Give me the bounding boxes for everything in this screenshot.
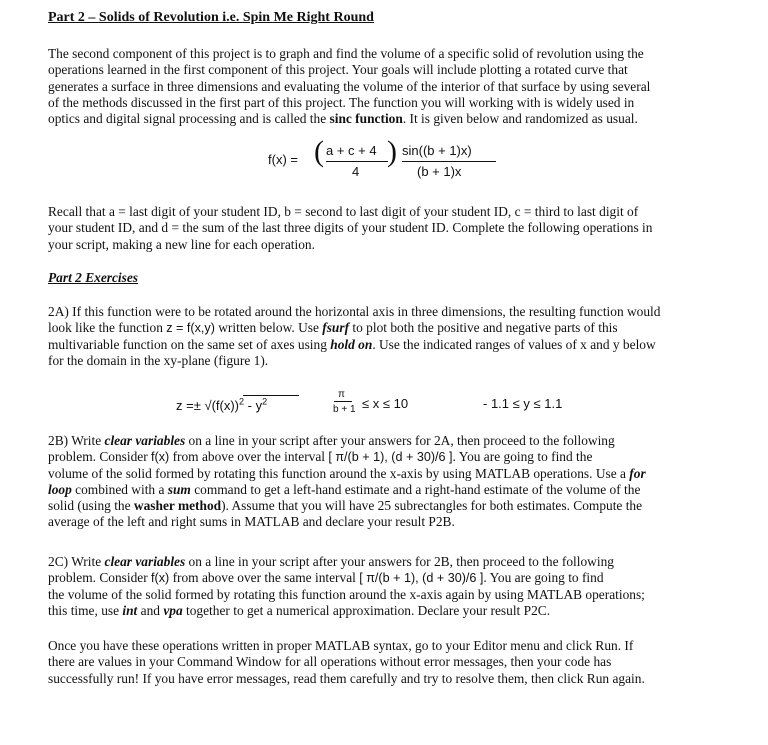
section-title: Part 2 – Solids of Revolution i.e. Spin Me Right Round [48,10,374,25]
outro-paragraph: Once you have these operations written in proper MATLAB syntax, go to your Editor menu and click Run. If there are values in your Command Window for all operations without error messages, then your code has successfully run! If you have error messages, read them carefully and try to resolve them, then click Run again. [48,638,645,686]
intro-paragraph: The second component of this project is to graph and find the volume of a specific solid of revolution using the operations learned in the first component of this project. Your goals will include plotting a rotated curve that generates a surface in three dimensions and evaluating the volume of the interior of that surface by using several of the methods discussed in the first part of this project. The function you will working with is widely used in optics and digital signal processing and is called the sinc function. It is given below and randomized as usual. [48,46,651,127]
exercise-2c: 2C) Write clear variables on a line in your script after your answers for 2B, then proceed to the following problem. Consider f(x) from above over the same interval [ π/(b + 1), (d + 30)/6 ]. You are going to find the volume of the solid formed by rotating this function around the x-axis again by using MATLAB operations; this time, use int and vpa together to get a numerical approximation. Declare your result P2C. [48,554,645,618]
sinc-term: sinc function [329,111,403,127]
recall-paragraph: Recall that a = last digit of your student ID, b = second to last digit of your student ID, c = third to last digit of your student ID, and d = the sum of the last three digits of your student ID. Complete the following operations in your script, making a new line for each operation. [48,204,653,252]
exercises-heading: Part 2 Exercises [48,270,139,285]
document-page: Part 2 – Solids of Revolution i.e. Spin Me Right Round The second component of this project is to graph and find the volume of a specific solid of revolution using the operations learned in the first component of this project. Your goals will include plotting a rotated curve that generates a surface in three dimensions and evaluating the volume of the interior of that surface by using several of the methods discussed in the first part of this project. The function you will working with is widely used in optics and digital signal processing and is called the sinc function. It is given below and randomized as usual. f(x) = ( a + c + 4 4 ) sin((b + 1)x) (b + 1)x Recall that a = last digit of your student ID, b = second to last digit of your student ID, c = third to last digit of your student ID, and d = the sum of the last three digits of your student ID. Complete the following operations in your script, making a new line for each operation. Part 2 Exercises 2A) If this function were to be rotated around the horizontal axis in three dimensions, the resulting function would look like the function z = f(x,y) written below. Use fsurf to plot both the positive and negative parts of this multivariable function on the same set of axes using hold on. Use the indicated ranges of values of x and y below for the domain in the xy-plane (figure 1). $z =\pm √(f(x))^2 - y^2$ π b + 1 ≤ x ≤ 10 - 1.1 ≤ y ≤ 1.1 2B) Write clear variables on a line in your script after your answers for 2A, then proceed to the following problem. Consider f(x) from above over the interval [ π/(b + 1), (d + 30)/6 ]. You are going to find the volume of the solid formed by rotating this function around the x-axis by using MATLAB operations. Use a for loop combined with a sum command to get a left-hand estimate and a right-hand estimate of the volume of the solid (using the washer method). Assume that you will have 25 subrectangles for both estimates. Compute the average of the left and right sums in MATLAB and declare your result P2B. 2C) Write clear variables on a line in your script after your answers for 2B, then proceed to the following problem. Consider f(x) from above over the same interval [ π/(b + 1), (d + 30)/6 ]. You are going to find the volume of the solid formed by rotating this function around the x-axis again by using MATLAB operations; this time, use int and vpa together to get a numerical approximation. Declare your result P2C. Once you have these operations written in proper MATLAB syntax, go to your Editor menu and click Run. If there are values in your Command Window for all operations without error messages, then your code has successfully run! If you have error messages, read them carefully and try to resolve them, then click Run again. [0,0,768,745]
exercise-2b: 2B) Write clear variables on a line in your script after your answers for 2A, then proceed to the following problem. Consider f(x) from above over the interval [ π/(b + 1), (d + 30)/6 ]. You are going to find the volume of the solid formed by rotating this function around the x-axis by using MATLAB operations. Use a for loop combined with a sum command to get a left-hand estimate and a right-hand estimate of the volume of the solid (using the washer method). Assume that you will have 25 subrectangles for both estimates. Compute the average of the left and right sums in MATLAB and declare your result P2B. [48,433,646,530]
exercise-2a: 2A) If this function were to be rotated around the horizontal axis in three dimensions, the resulting function would look like the function z = f(x,y) written below. Use fsurf to plot both the positive and negative parts of this multivariable function on the same set of axes using hold on. Use the indicated ranges of values of x and y below for the domain in the xy-plane (figure 1). [48,304,661,368]
